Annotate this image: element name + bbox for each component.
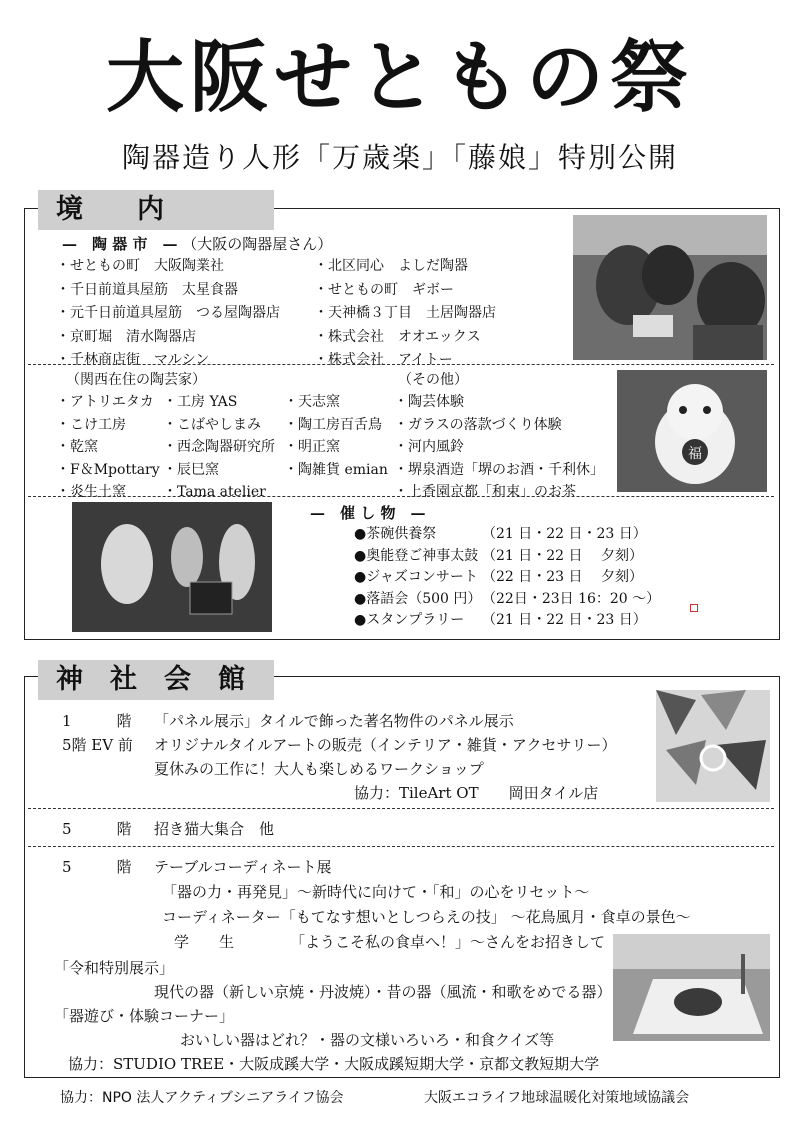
doll-illustration: [573, 215, 767, 360]
event-date: （21 日・22 日 夕刻）: [482, 547, 643, 564]
list-item: ・こばやしまみ: [163, 416, 261, 433]
market-list-left: [56, 255, 280, 373]
doll-photo: [573, 215, 767, 360]
event-row: [354, 589, 660, 611]
list-item: ・せともの町 ギボー: [314, 281, 454, 298]
reiwa-heading: 「令和特別展示」: [54, 959, 175, 977]
market-list-right: [314, 255, 496, 373]
list-item: ・陶工房百舌鳥: [284, 416, 382, 433]
event-date: （21 日・22 日・23 日）: [482, 612, 647, 628]
divider: [28, 496, 774, 497]
list-item: ・F＆Mpottary: [56, 461, 160, 478]
events-list: [354, 524, 660, 632]
list-item: ・工房 YAS: [163, 394, 238, 410]
list-item: ・ガラスの落款づくり体験: [394, 416, 562, 433]
footer-right: 大阪エコライフ地球温暖化対策地域協議会: [424, 1090, 690, 1106]
divider: [28, 808, 774, 809]
list-item: ・乾窯: [56, 439, 98, 455]
events-heading: — 催 し 物 —: [310, 504, 426, 522]
event-name: ●ジャズコンサート: [354, 569, 478, 585]
list-item: ・株式会社 オオエックス: [314, 328, 481, 345]
small-mark-icon: [690, 604, 698, 612]
taiko-illustration: [72, 502, 272, 632]
potters-col2: [163, 391, 275, 504]
event-date: （22日・23日 16：20 ～）: [482, 590, 661, 607]
page-subtitle: 陶器造り人形「万歳楽」「藤娘」特別公開: [121, 141, 678, 174]
table-theme: 「器の力・再発見」～新時代に向けて・「和」の心をリセット～: [162, 883, 590, 901]
floor-label: 5 階: [62, 858, 132, 876]
table-credit: 協力：STUDIO TREE・大阪成蹊大学・大阪成蹊短期大学・京都文教短期大学: [68, 1055, 600, 1073]
table-setting-photo: [613, 934, 770, 1041]
list-item: ・京町堀 清水陶器店: [56, 328, 196, 345]
list-item: ・西念陶器研究所: [163, 439, 275, 455]
list-item: ・天神橋３丁目 土居陶器店: [314, 305, 496, 321]
event-name: ●奥能登ご神事太鼓: [354, 547, 479, 564]
floor-text: 夏休みの工作に！大人も楽しめるワークショップ: [154, 760, 484, 778]
list-item: ・こけ工房: [56, 416, 126, 433]
taiko-photo: [72, 502, 272, 632]
keidai-heading: 境 内: [38, 190, 274, 230]
list-item: ・Tama atelier: [163, 484, 266, 500]
maneki-neko-photo: [617, 370, 767, 492]
list-item: ・北区同心 よしだ陶器: [314, 258, 468, 274]
event-name: ●スタンプラリー: [354, 612, 465, 628]
potters-col3: [284, 391, 388, 481]
event-row: [354, 524, 660, 546]
floor-text: テーブルコーディネート展: [154, 858, 332, 876]
event-date: （21 日・22 日・23 日）: [482, 526, 647, 542]
floor-text: 招き猫大集合 他: [154, 820, 275, 838]
potters-col1: [56, 391, 160, 504]
event-row: [354, 567, 660, 589]
event-date: （22 日・23 日 夕刻）: [482, 569, 643, 585]
divider: [28, 846, 774, 847]
list-item: ・堺泉酒造「堺のお酒・千利休」: [394, 461, 604, 478]
list-item: ・せともの町 大阪陶業社: [56, 258, 224, 274]
table-coordinator: コーディネーター「もてなす想いとしつらえの技」 ～花鳥風月・食卓の景色～: [162, 908, 691, 926]
divider: [28, 364, 774, 365]
list-item: ・辰巳窯: [163, 461, 219, 478]
svg-text:福: 福: [688, 446, 702, 462]
potters-heading: （関西在住の陶芸家）: [66, 372, 206, 388]
floor-text: オリジナルタイルアートの販売（インテリア・雑貨・アクセサリー）: [154, 736, 617, 754]
footer-left: 協力：NPO 法人アクティブシニアライフ協会: [60, 1090, 344, 1106]
other-list: [394, 391, 604, 504]
list-item: ・元千日前道具屋筋 つる屋陶器店: [56, 305, 280, 321]
list-item: ・陶芸体験: [394, 394, 464, 410]
event-row: [354, 546, 660, 568]
list-item: ・株式会社 アイトー: [314, 352, 453, 368]
market-subheading: （大阪の陶器屋さん）: [182, 235, 333, 253]
list-item: ・上香園京都「和束」のお茶: [394, 484, 576, 500]
event-name: ●落語会（500 円）: [354, 590, 482, 607]
jinja-heading: 神 社 会 館: [38, 660, 274, 700]
floor-label: 5 階: [62, 820, 132, 838]
list-item: ・千日前道具屋筋 太星食器: [56, 281, 238, 298]
asobi-text: おいしい器はどれ？・器の文様いろいろ・和食クイズ等: [180, 1031, 555, 1049]
floor-label: 1 階: [62, 712, 132, 730]
asobi-heading: 「器遊び・体験コーナー」: [54, 1007, 235, 1025]
market-heading: — 陶 器 市 —: [62, 235, 178, 253]
tile-illustration: [656, 690, 770, 802]
event-row: [354, 610, 660, 632]
list-item: ・炎生土窯: [56, 484, 126, 500]
reiwa-text: 現代の器（新しい京焼・丹波焼）・昔の器（風流・和歌をめでる器）: [154, 983, 612, 1001]
student-label: 学 生: [174, 933, 235, 951]
list-item: ・河内風鈴: [394, 439, 464, 455]
list-item: ・アトリエタカ: [56, 394, 154, 410]
event-name: ●茶碗供養祭: [354, 526, 437, 542]
list-item: ・明正窯: [284, 439, 340, 455]
page-title: 大阪せともの祭: [105, 32, 694, 123]
floor-text: 「パネル展示」タイルで飾った著名物件のパネル展示: [154, 712, 514, 730]
tile-art-photo: [656, 690, 770, 802]
list-item: ・陶雑貨 emian: [284, 461, 388, 478]
floor-label: 5階 EV 前: [62, 736, 133, 754]
tile-credit: 協力：TileArt OT 岡田タイル店: [354, 784, 599, 802]
cat-illustration: [617, 370, 767, 492]
list-item: ・天志窯: [284, 394, 340, 410]
table-illustration: [613, 934, 770, 1041]
list-item: ・千林商店街 マルシン: [56, 352, 210, 368]
other-heading: （その他）: [398, 372, 468, 388]
student-text: 「ようこそ私の食卓へ！」～さんをお招きして: [290, 933, 606, 951]
